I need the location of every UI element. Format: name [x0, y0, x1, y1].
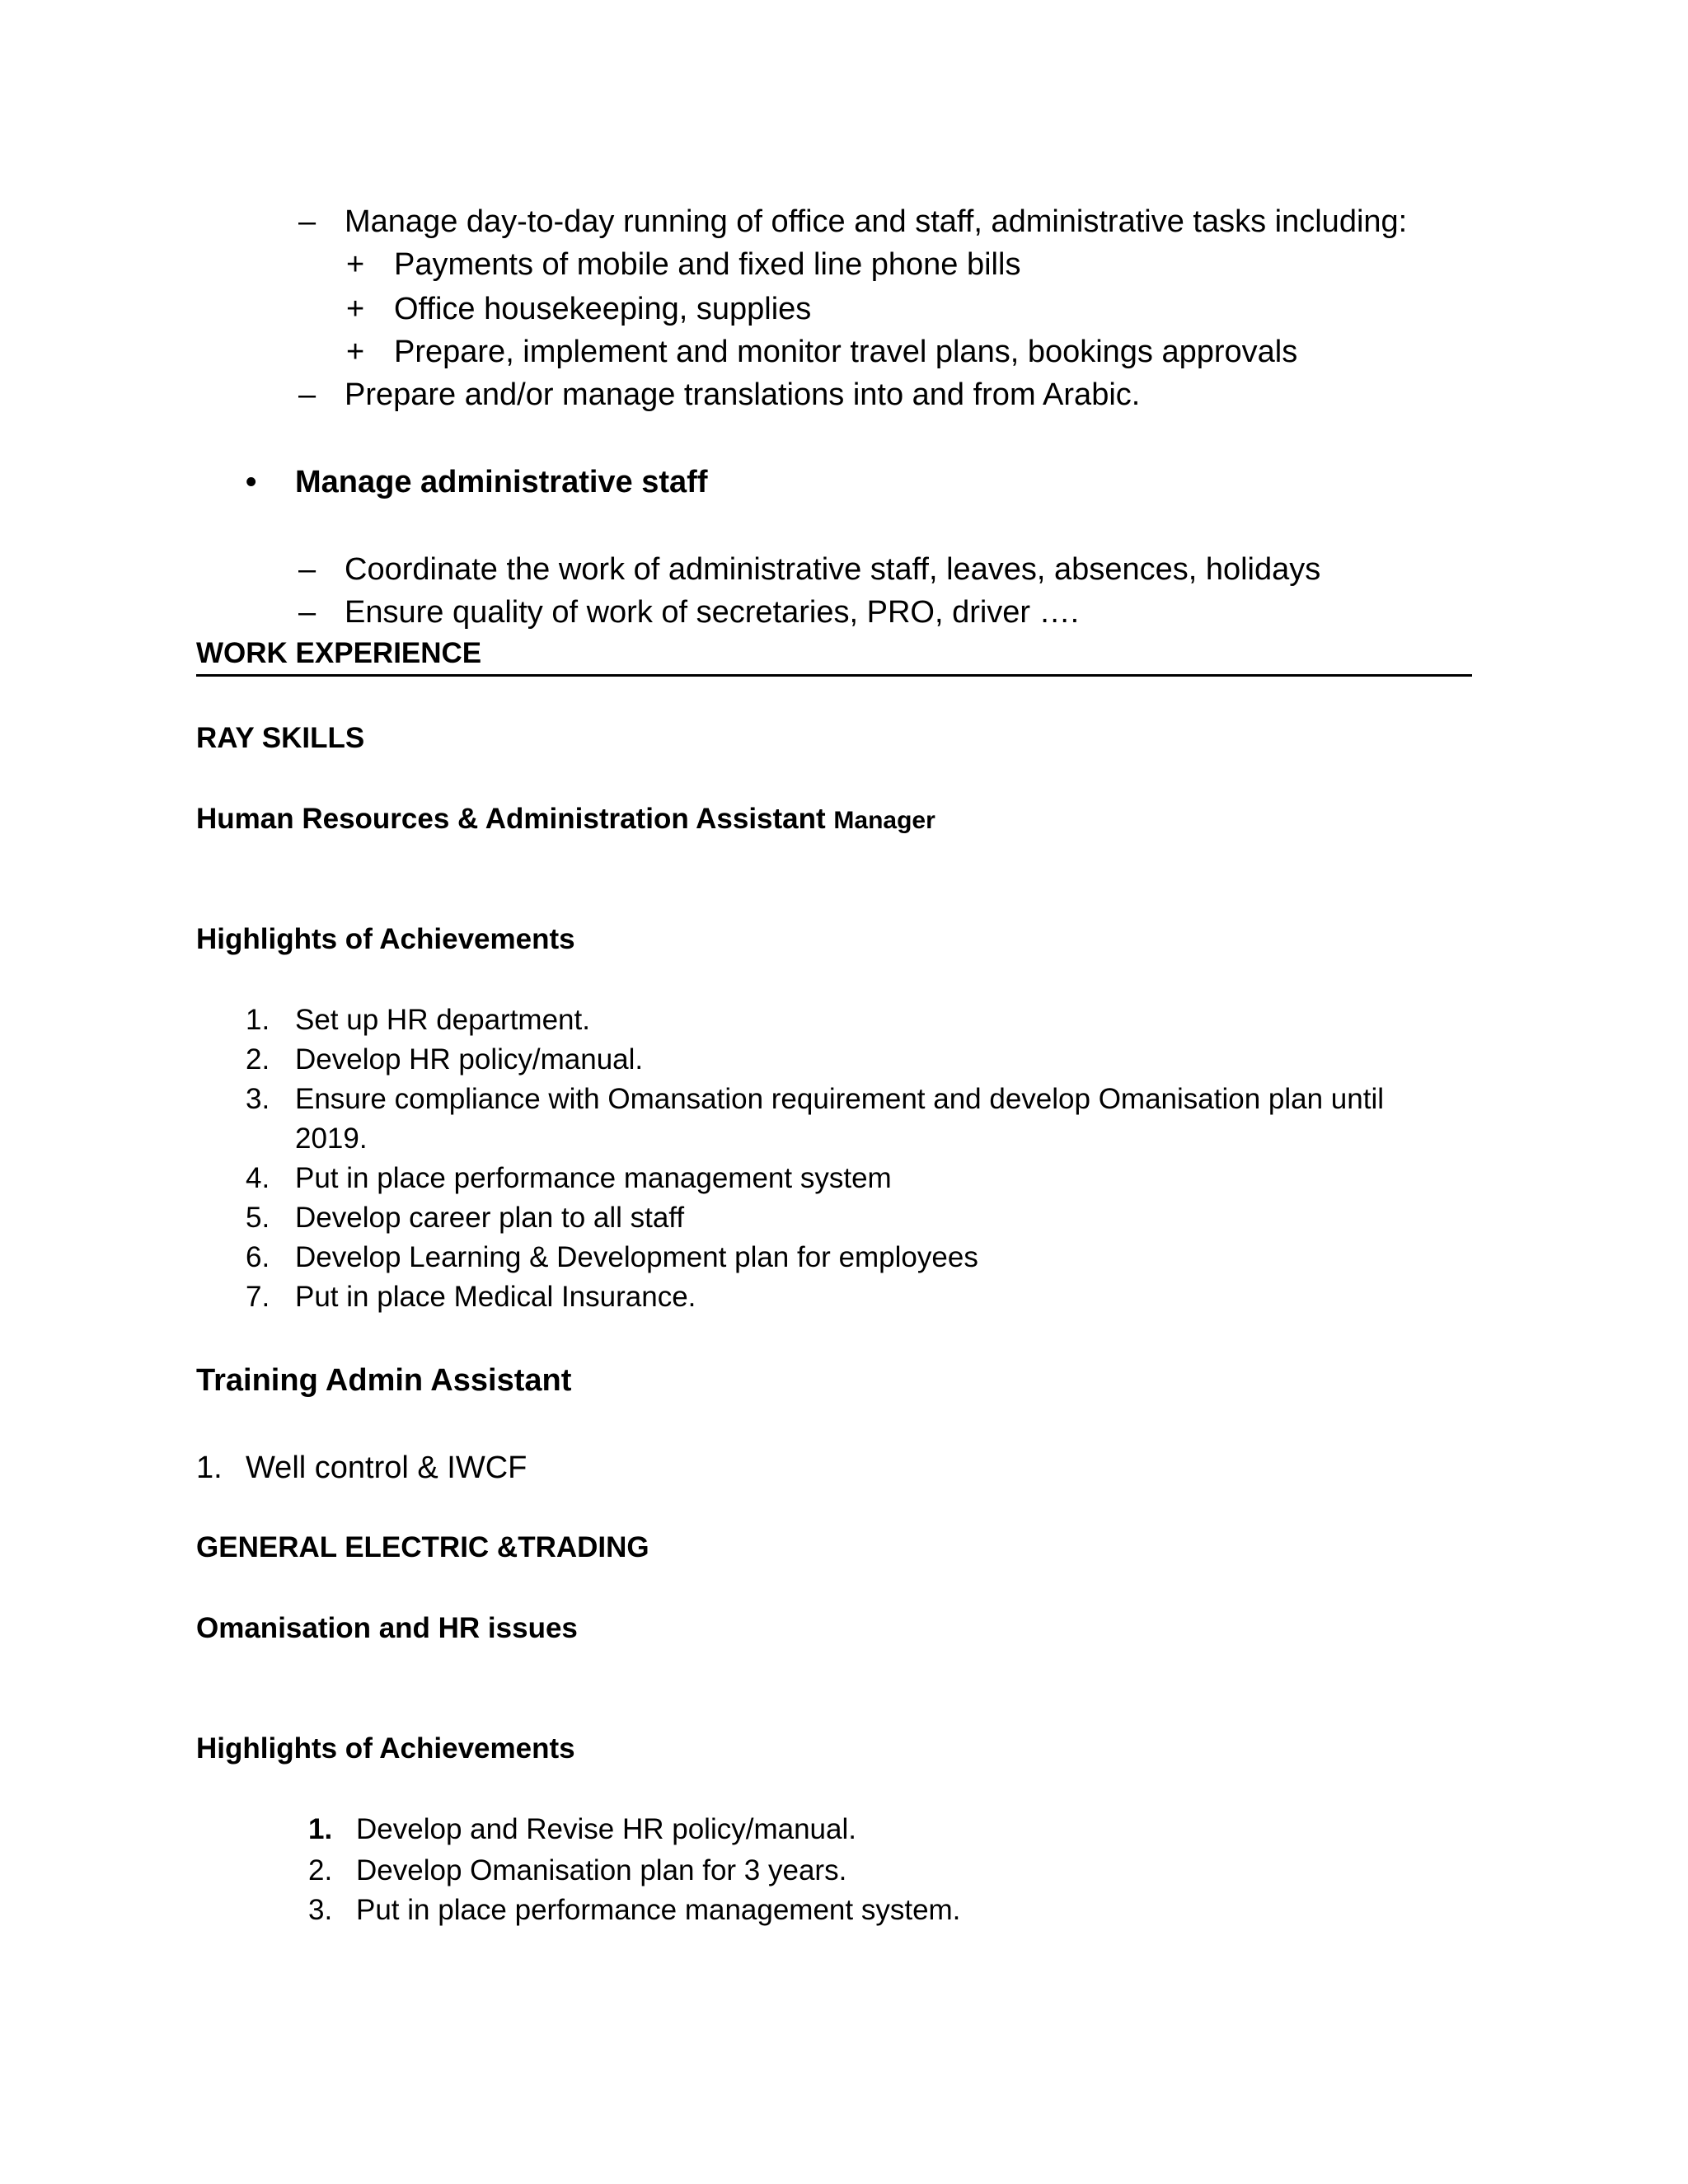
list-number: 1. [246, 1004, 270, 1036]
duty-item: Coordinate the work of administrative staff, leaves, absences, holidays [345, 552, 1321, 587]
employer-name: GENERAL ELECTRIC &TRADING [196, 1531, 649, 1563]
achievement-item: Ensure compliance with Omansation requirement and develop Omanisation plan until [295, 1083, 1385, 1115]
achievement-item: Develop Learning & Development plan for employees [295, 1241, 978, 1273]
achievement-item: Put in place performance management system. [356, 1894, 961, 1926]
employer-name: RAY SKILLS [196, 722, 365, 754]
dash-marker: – [298, 204, 316, 239]
training-item: Well control & IWCF [246, 1451, 528, 1485]
list-number: 3. [308, 1894, 333, 1926]
plus-marker: + [346, 292, 365, 326]
duty-subitem: Office housekeeping, supplies [394, 292, 812, 326]
dash-marker: – [298, 552, 316, 587]
dash-marker: – [298, 595, 316, 630]
job-title-suffix: Manager [833, 807, 935, 834]
achievement-item: Set up HR department. [295, 1004, 590, 1036]
section-subheading: Manage administrative staff [295, 465, 708, 499]
duty-item: Prepare and/or manage translations into and from Arabic. [345, 377, 1141, 412]
list-number: 6. [246, 1241, 270, 1273]
list-number: 1. [308, 1813, 333, 1845]
duty-subitem: Payments of mobile and fixed line phone bills [394, 247, 1021, 282]
achievement-item: Develop Omanisation plan for 3 years. [356, 1854, 847, 1886]
job-title-main: Human Resources & Administration Assistant [196, 803, 826, 835]
duty-item: Manage day-to-day running of office and staff, administrative tasks including: [345, 204, 1408, 239]
achievement-item-continuation: 2019. [295, 1122, 368, 1155]
list-number: 2. [246, 1043, 270, 1076]
achievement-item: Develop career plan to all staff [295, 1202, 685, 1234]
list-number: 3. [246, 1083, 270, 1115]
job-title: Omanisation and HR issues [196, 1612, 578, 1644]
highlights-heading: Highlights of Achievements [196, 923, 575, 955]
list-number: 4. [246, 1162, 270, 1194]
bullet-marker: • [246, 465, 257, 499]
highlights-heading: Highlights of Achievements [196, 1732, 575, 1765]
section-divider [196, 674, 1472, 677]
list-number: 7. [246, 1281, 270, 1313]
achievement-item: Develop and Revise HR policy/manual. [356, 1813, 856, 1845]
job-title [196, 804, 935, 833]
plus-marker: + [346, 335, 365, 369]
section-heading: WORK EXPERIENCE [196, 637, 482, 669]
job-title: Training Admin Assistant [196, 1363, 572, 1398]
achievement-item: Develop HR policy/manual. [295, 1043, 644, 1076]
dash-marker: – [298, 377, 316, 412]
achievement-item: Put in place Medical Insurance. [295, 1281, 696, 1313]
duty-item: Ensure quality of work of secretaries, PRO, driver …. [345, 595, 1080, 630]
list-number: 1. [196, 1451, 223, 1485]
plus-marker: + [346, 247, 365, 282]
list-number: 2. [308, 1854, 333, 1886]
duty-subitem: Prepare, implement and monitor travel plans, bookings approvals [394, 335, 1298, 369]
achievement-item: Put in place performance management system [295, 1162, 892, 1194]
list-number: 5. [246, 1202, 270, 1234]
